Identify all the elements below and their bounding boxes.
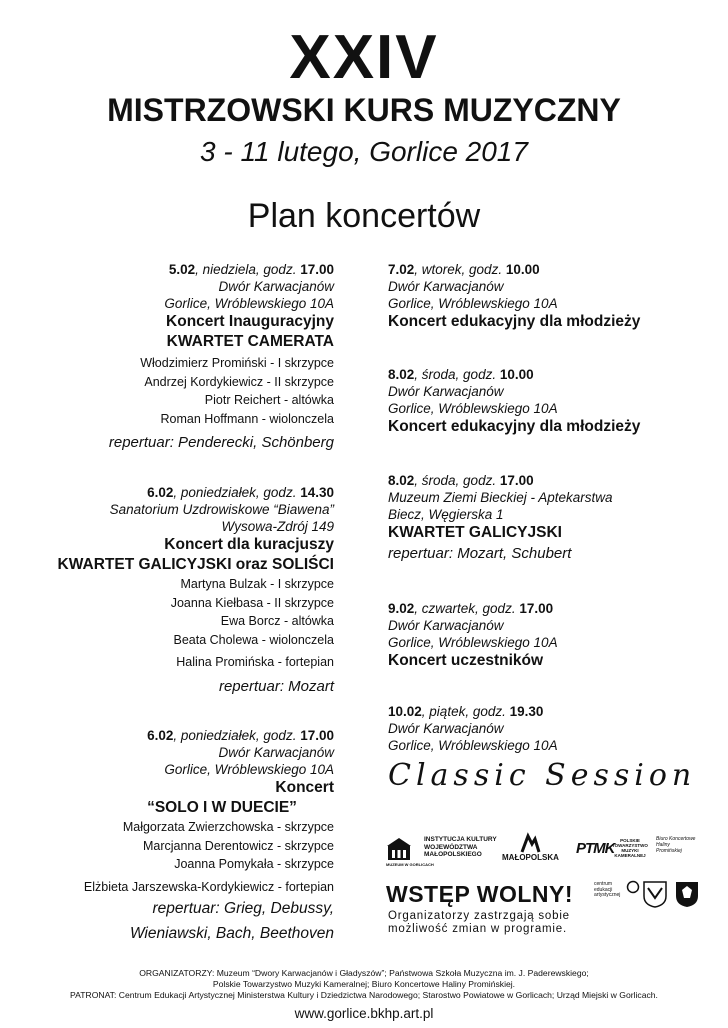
concert-title: Koncert edukacyjny dla młodzieży xyxy=(388,313,641,330)
concert-venue: Dwór Karwacjanów xyxy=(218,279,334,294)
plan-heading: Plan koncertów xyxy=(247,197,481,235)
organizers-line2: Polskie Towarzystwo Muzyki Kameralnej; Biuro Koncertowe Haliny Promińskiej. xyxy=(212,979,516,989)
concert-address: Gorlice, Wróblewskiego 10A xyxy=(388,635,558,650)
gorlice-coat-of-arms-icon xyxy=(674,880,700,908)
concert-datetime: 6.02, poniedziałek, godz. 17.00 xyxy=(147,728,334,743)
performer: Martyna Bulzak - I skrzypce xyxy=(180,577,334,591)
malopolska-mountain-icon xyxy=(519,832,541,854)
concert-0602-1430 xyxy=(40,484,334,698)
concert-title: Koncert Inauguracyjny xyxy=(166,313,334,330)
centrum-circle-icon xyxy=(626,880,640,894)
concert-venue: Dwór Karwacjanów xyxy=(388,618,504,633)
organizers-note xyxy=(388,910,570,936)
concert-datetime: 7.02, wtorek, godz. 10.00 xyxy=(388,262,540,277)
concert-1002 xyxy=(388,703,708,794)
concert-0602-1700 xyxy=(40,727,334,946)
concert-venue: Dwór Karwacjanów xyxy=(388,721,504,736)
pianist: Halina Promińska - fortepian xyxy=(176,655,334,669)
centrum-edukacji-logo: centrum edukacji artystycznej xyxy=(594,881,621,898)
website-link[interactable]: www.gorlice.bkhp.art.pl xyxy=(294,1006,434,1021)
concert-title: Koncert dla kuracjuszy xyxy=(164,536,334,553)
patronage-line: PATRONAT: Centrum Edukacji Artystycznej Ministerstwa Kultury i Dziedzictwa Narodowego; Starostwo Powiatowe w Gorlicach; Urząd Miejski w Gorlicach. xyxy=(70,990,658,1000)
malopolska-logo: MAŁOPOLSKA xyxy=(502,832,559,862)
concert-address: Gorlice, Wróblewskiego 10A xyxy=(164,296,334,311)
museum-building-icon xyxy=(386,836,412,864)
concert-repertoire: repertuar: Penderecki, Schönberg xyxy=(108,434,334,451)
concert-venue: Dwór Karwacjanów xyxy=(388,279,504,294)
footer-credits xyxy=(0,968,728,1001)
performer: Ewa Borcz - altówka xyxy=(220,614,334,628)
concert-ensemble: “SOLO I W DUECIE” xyxy=(147,799,297,816)
concert-venue: Sanatorium Uzdrowiskowe “Biawena” xyxy=(109,502,334,517)
festival-dates: 3 - 11 lutego, Gorlice 2017 xyxy=(200,136,528,167)
concert-repertoire-cont: Wieniawski, Bach, Beethoven xyxy=(129,925,334,942)
patron-logos xyxy=(594,880,710,908)
concert-datetime: 9.02, czwartek, godz. 17.00 xyxy=(388,601,554,616)
concert-ensemble: KWARTET GALICYJSKI xyxy=(388,524,562,541)
muzeum-logo: MUZEUM W GORLICACH xyxy=(386,836,412,864)
concert-0702 xyxy=(388,261,708,332)
concert-address: Gorlice, Wróblewskiego 10A xyxy=(164,762,334,777)
pianist: Elżbieta Jarszewska-Kordykiewicz - fortepian xyxy=(83,879,334,894)
concert-ensemble: KWARTET CAMERATA xyxy=(166,333,334,350)
performer: Małgorzata Zwierzchowska - skrzypce xyxy=(122,820,334,834)
performer: Andrzej Kordykiewicz - II skrzypce xyxy=(144,374,334,389)
performer: Piotr Reichert - altówka xyxy=(204,393,334,407)
concert-datetime: 8.02, środa, godz. 10.00 xyxy=(388,367,534,382)
concert-repertoire: repertuar: Grieg, Debussy, xyxy=(152,900,334,917)
concert-address: Gorlice, Wróblewskiego 10A xyxy=(388,738,558,753)
sponsor-logos xyxy=(386,832,706,878)
ptmk-logo: PTMK xyxy=(576,840,615,857)
concert-datetime: 8.02, środa, godz. 17.00 xyxy=(388,473,534,488)
concert-venue: Dwór Karwacjanów xyxy=(218,745,334,760)
powiat-coat-of-arms-icon xyxy=(642,880,668,908)
concert-datetime: 10.02, piątek, godz. 19.30 xyxy=(388,704,544,719)
organizers-note-line1: Organizatorzy zastrzgają sobie xyxy=(388,910,570,922)
concert-0802-1000 xyxy=(388,366,708,437)
classic-session-title: Classic Session xyxy=(388,758,697,793)
concert-title: Koncert uczestników xyxy=(388,652,544,669)
instytucja-logo: INSTYTUCJA KULTURY WOJEWÓDZTWA MAŁOPOLSKIEGO xyxy=(424,836,497,858)
organizers-note-line2: możliwość zmian w programie. xyxy=(388,923,567,935)
concert-repertoire: repertuar: Mozart, Schubert xyxy=(388,545,572,562)
festival-title: MISTRZOWSKI KURS MUZYCZNY xyxy=(107,92,621,128)
concert-0502 xyxy=(40,261,334,454)
organizers-line1: ORGANIZATORZY: Muzeum “Dwory Karwacjanów i Gładyszów”; Państwowa Szkoła Muzyczna im. J. Paderewskiego; xyxy=(139,968,589,978)
performer: Joanna Pomykała - skrzypce xyxy=(174,857,334,871)
performer: Włodzimierz Promiński - I skrzypce xyxy=(140,356,334,370)
biuro-koncertowe-logo: Biuro Koncertowe Haliny Promińskiej xyxy=(656,836,696,854)
free-entry-heading: WSTĘP WOLNY! xyxy=(386,881,574,907)
performer: Beata Cholewa - wiolonczela xyxy=(173,632,334,647)
concert-title: Koncert xyxy=(275,779,334,796)
performer: Roman Hoffmann - wiolonczela xyxy=(160,411,334,426)
concert-address: Biecz, Węgierska 1 xyxy=(388,507,504,522)
performer: Marcjanna Derentowicz - skrzypce xyxy=(142,838,334,853)
concert-venue: Muzeum Ziemi Bieckiej - Aptekarstwa xyxy=(388,490,613,505)
concert-datetime: 5.02, niedziela, godz. 17.00 xyxy=(168,262,334,277)
polskie-towarzystwo-logo: POLSKIE TOWARZYSTWO MUZYKI KAMERALNEJ xyxy=(612,838,648,858)
edition-number: XXIV xyxy=(289,23,439,92)
concert-repertoire: repertuar: Mozart xyxy=(218,677,334,695)
concert-title: Koncert edukacyjny dla młodzieży xyxy=(388,418,641,435)
concert-0802-1700 xyxy=(388,472,708,565)
concert-0902 xyxy=(388,600,708,671)
concert-venue: Dwór Karwacjanów xyxy=(388,384,504,399)
concert-address: Gorlice, Wróblewskiego 10A xyxy=(388,401,558,416)
concert-address: Wysowa-Zdrój 149 xyxy=(221,519,334,534)
concert-datetime: 6.02, poniedziałek, godz. 14.30 xyxy=(147,485,334,500)
performer: Joanna Kiełbasa - II skrzypce xyxy=(170,595,334,610)
concert-address: Gorlice, Wróblewskiego 10A xyxy=(388,296,558,311)
concert-ensemble: KWARTET GALICYJSKI oraz SOLIŚCI xyxy=(57,556,334,573)
